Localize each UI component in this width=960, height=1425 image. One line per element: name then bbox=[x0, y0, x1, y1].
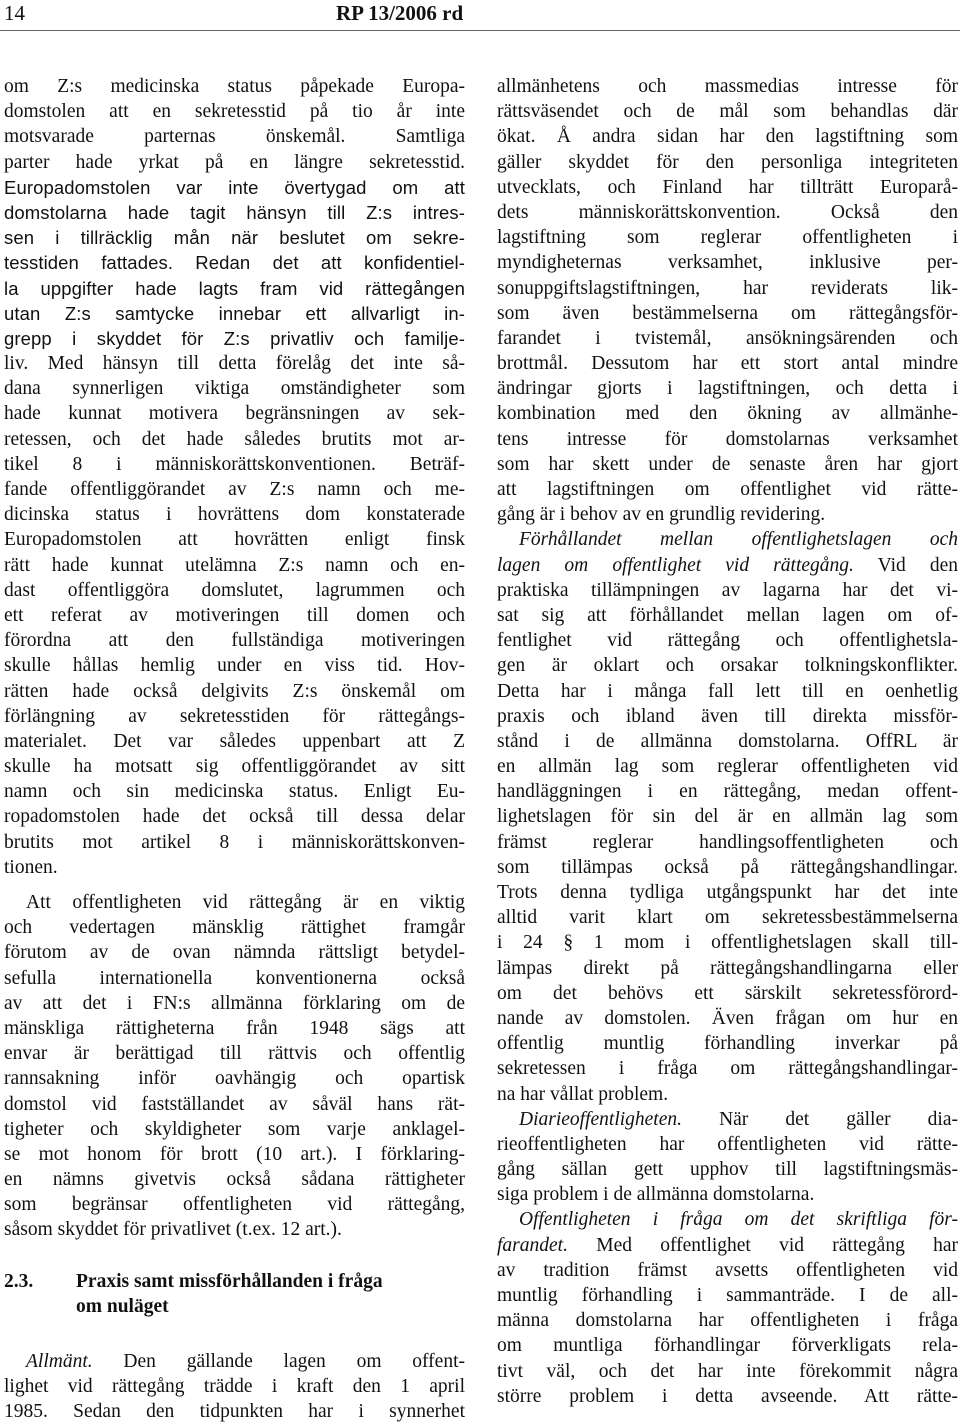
document-id: RP 13/2006 rd bbox=[336, 1, 464, 25]
text-line: dana synnerligen viktiga omständigheter som bbox=[4, 378, 465, 400]
text-line: dicinska status i hovrättens dom konstaterade bbox=[4, 504, 465, 526]
text-line: Diarieoffentligheten. När det gäller dia- bbox=[519, 1108, 958, 1130]
text-line: i 24 § 1 mom i offentlighetslagen skall till- bbox=[497, 932, 958, 954]
text-line: la uppgifter hade lagts fram vid rättegången bbox=[4, 277, 465, 299]
text-line: utvecklats, och Finland har tillträtt Europarå- bbox=[497, 176, 958, 198]
text-line: lagstiftning som reglerar offentligheten i bbox=[497, 227, 958, 249]
text-line: envar är berättigad till rättvis och offentlig bbox=[4, 1043, 465, 1065]
text-line: kombination med den ökning av allmänhe- bbox=[497, 403, 958, 425]
text-line: retessen, och det hade således brutits mot ar- bbox=[4, 428, 465, 450]
page-number: 14 bbox=[4, 1, 25, 25]
text-line: stånd i de allmänna domstolarna. OffRL är bbox=[497, 730, 958, 752]
text-line: fande offentliggörandet av Z:s namn och me- bbox=[4, 479, 465, 500]
text-line: domstol vid fastställandet av såväl hans rät- bbox=[4, 1093, 465, 1115]
text-line: myndigheternas verksamhet, inklusive per- bbox=[497, 252, 958, 274]
text-line: hade kunnat motivera begränsningen av sek- bbox=[4, 403, 465, 425]
text-line: motsvarade parternas önskemål. Samtliga bbox=[4, 126, 465, 148]
text-line: parter hade yrkat på en längre sekretesstid. bbox=[4, 151, 465, 173]
text-line: lighet vid rättegång trädde i kraft den 1 april bbox=[4, 1376, 465, 1398]
text-line: tivt väl, och det har inte förekommit några bbox=[497, 1360, 958, 1382]
text-line: liv. Med hänsyn till detta förelåg det inte så- bbox=[4, 353, 465, 375]
text-line: ropadomstolen hade det också till dessa delar bbox=[4, 806, 465, 828]
text-line: farandet i tvistemål, ansökningsärenden och bbox=[497, 327, 958, 349]
text-line: allmänhetens och massmedias intresse för bbox=[497, 76, 958, 97]
text-line: förordna att den fullständiga motiveringen bbox=[4, 630, 465, 652]
text-line: brottmål. Dessutom har ett stort antal mindre bbox=[497, 353, 958, 375]
text-line: lagen om offentlighet vid rättegång. Vid den bbox=[497, 554, 958, 576]
text-line: lighetslagen för sin del är en allmän lag som bbox=[497, 806, 958, 828]
text-line: sekretessen i fråga om rättegångshandlingar- bbox=[497, 1058, 958, 1080]
text-line: som tillämpas också på rättegångshandlingar. bbox=[497, 856, 958, 878]
text-line: tionen. bbox=[4, 856, 58, 878]
text-line: alltid varit klart om sekretessbestämmelserna bbox=[497, 907, 958, 929]
text-line: materialet. Det var således uppenbart att Z bbox=[4, 730, 465, 752]
text-line: tigheter och skyldigheter som varje anklagel- bbox=[4, 1118, 465, 1140]
text-line: gång sällan gett upphov till lagstiftningsmäs- bbox=[497, 1159, 958, 1181]
text-line: rannsakning inför oavhängig och opartisk bbox=[4, 1068, 465, 1090]
text-line: om Z:s medicinska status påpekade Europa- bbox=[4, 76, 465, 97]
text-line: Offentligheten i fråga om det skriftliga för- bbox=[519, 1209, 958, 1231]
text-line: Att offentligheten vid rättegång är en viktig bbox=[26, 892, 465, 913]
text-line: rätt hade kunnat utelämna Z:s namn och en- bbox=[4, 554, 465, 576]
text-line: främst reglerar handlingsoffentligheten och bbox=[497, 831, 958, 853]
text-line: na har vållat problem. bbox=[497, 1083, 669, 1105]
text-line: rieoffentligheten har offentligheten vid rätte- bbox=[497, 1133, 958, 1155]
text-line: Europadomstolen att hovrätten enligt finsk bbox=[4, 529, 465, 551]
text-line: skulle ha motsatt sig offentliggörandet av sitt bbox=[4, 756, 465, 778]
page-header bbox=[0, 0, 960, 34]
text-line: Allmänt. Den gällande lagen om offent- bbox=[26, 1351, 465, 1372]
text-line: utan Z:s samtycke innebar ett allvarligt in- bbox=[4, 302, 465, 324]
text-line: tesstiden fattades. Redan det att konfidentiel- bbox=[4, 252, 465, 274]
text-line: att lagstiftningen om offentlighet vid rätte- bbox=[497, 479, 958, 500]
text-line: muntlig förhandling i sammanträde. I de all- bbox=[497, 1285, 958, 1306]
text-line: offentlig muntlig förhandling inverkar på bbox=[497, 1033, 958, 1055]
text-line: av tradition främst avsetts offentligheten vid bbox=[497, 1259, 958, 1281]
right-column bbox=[497, 74, 958, 1409]
text-line: såsom skyddet för privatlivet (t.ex. 12 art.). bbox=[4, 1219, 342, 1241]
section-title-cont: om nuläget bbox=[76, 1295, 169, 1317]
left-column bbox=[4, 74, 465, 1425]
section-number: 2.3. bbox=[4, 1270, 34, 1292]
text-line: domstolen att en sekretesstid på tio år inte bbox=[4, 101, 465, 123]
text-line: tikel 8 i människorättskonventionen. Beträf- bbox=[4, 453, 465, 475]
text-line: mänskliga rättigheterna från 1948 sägs att bbox=[4, 1017, 465, 1039]
text-line: handläggningen i en rättegång, medan offent- bbox=[497, 781, 958, 803]
text-line: om det behövs ett särskilt sekretessförord- bbox=[497, 982, 958, 1004]
text-line: gäller skyddet för den personliga integriteten bbox=[497, 151, 958, 173]
text-line: ändringar gjorts i lagstiftningen, och detta i bbox=[497, 378, 958, 400]
text-line: 1985. Sedan den tidpunkten har i synnerhet bbox=[4, 1401, 465, 1423]
text-line: dets människorättskonvention. Också den bbox=[497, 201, 958, 223]
text-line: lämpas direkt på rättegångshandlingarna eller bbox=[497, 957, 958, 979]
header-rule bbox=[0, 30, 960, 31]
text-line: dast offentliggöra domslutet, lagrummen och bbox=[4, 579, 465, 601]
text-line: farandet. Med offentlighet vid rättegång har bbox=[497, 1234, 958, 1256]
text-line: skulle hållas hemlig under en viss tid. Hov- bbox=[4, 655, 465, 677]
text-line: rättsväsendet och de mål som behandlas där bbox=[497, 101, 958, 123]
text-line: domstolarna hade tagit hänsyn till Z:s intres- bbox=[4, 201, 465, 223]
text-line: namn och sin medicinska status. Enligt Eu- bbox=[4, 781, 465, 803]
text-line: Europadomstolen var inte övertygad om att bbox=[4, 176, 465, 198]
text-line: männa domstolarna har offentligheten i fråga bbox=[497, 1310, 958, 1332]
text-line: gång är i behov av en grundlig revidering. bbox=[497, 504, 826, 526]
text-line: brutits mot artikel 8 i människorättskonven- bbox=[4, 831, 465, 853]
text-line: sefulla internationella konventionerna också bbox=[4, 967, 465, 989]
text-line: som har skett under de senaste åren har gjort bbox=[497, 453, 958, 475]
text-line: som även bestämmelserna om rättegångsför- bbox=[497, 302, 958, 324]
text-line: av att det i FN:s allmänna förklaring om de bbox=[4, 992, 465, 1014]
text-line: sat sig att förhållandet mellan lagen om of- bbox=[497, 604, 958, 626]
text-line: nande av domstolen. Även frågan om hur en bbox=[497, 1007, 958, 1029]
text-line: och vedertagen mänsklig rättighet framgår bbox=[4, 917, 465, 939]
text-line: Förhållandet mellan offentlighetslagen och bbox=[519, 529, 958, 551]
text-line: som begränsar offentligheten vid rättegång, bbox=[4, 1194, 465, 1216]
text-line: tens intresse för domstolarnas verksamhet bbox=[497, 428, 958, 450]
text-line: fentlighet vid rättegång och offentlighetsla- bbox=[497, 630, 958, 652]
text-line: gen är oklart och orsakar tolkningskonflikter. bbox=[497, 655, 958, 677]
section-heading bbox=[4, 1269, 465, 1294]
text-line: praxis och ibland även till direkta missför- bbox=[497, 705, 958, 727]
text-line: förutom av de ovan nämnda rättsligt betydel- bbox=[4, 942, 465, 964]
text-line: en nämns givetvis också sådana rättigheter bbox=[4, 1169, 465, 1191]
text-line: sen i tillräcklig mån när beslutet om sekre- bbox=[4, 227, 465, 249]
text-line: ett referat av motiveringen till domen och bbox=[4, 604, 465, 626]
text-line: siga problem i de allmänna domstolarna. bbox=[497, 1184, 815, 1206]
text-line: en allmän lag som reglerar offentligheten vid bbox=[497, 756, 958, 778]
text-line: förlängning av sekretesstiden för rättegångs- bbox=[4, 705, 465, 727]
text-line: grepp i skyddet för Z:s privatliv och familje- bbox=[4, 327, 465, 349]
text-line: Detta har i många fall lett till en oenhetlig bbox=[497, 680, 958, 702]
text-line: ökat. Å andra sidan har den lagstiftning som bbox=[497, 126, 958, 148]
text-line: större problem i detta avseende. Att rätte- bbox=[497, 1385, 958, 1407]
text-line: sonuppgiftslagstiftningen, har reviderats lik- bbox=[497, 277, 958, 299]
text-line: praktiska tillämpningen av lagarna har det vi- bbox=[497, 579, 958, 601]
text-line: Trots denna tydliga utgångspunkt har det inte bbox=[497, 882, 958, 903]
text-line: rätten hade också delgivits Z:s önskemål om bbox=[4, 680, 465, 702]
text-line: se mot honom för brott (10 art.). I förklaring- bbox=[4, 1143, 465, 1165]
section-title: Praxis samt missförhållanden i fråga bbox=[76, 1270, 383, 1292]
text-line: om muntliga förhandlingar förverkligats rela- bbox=[497, 1335, 958, 1357]
